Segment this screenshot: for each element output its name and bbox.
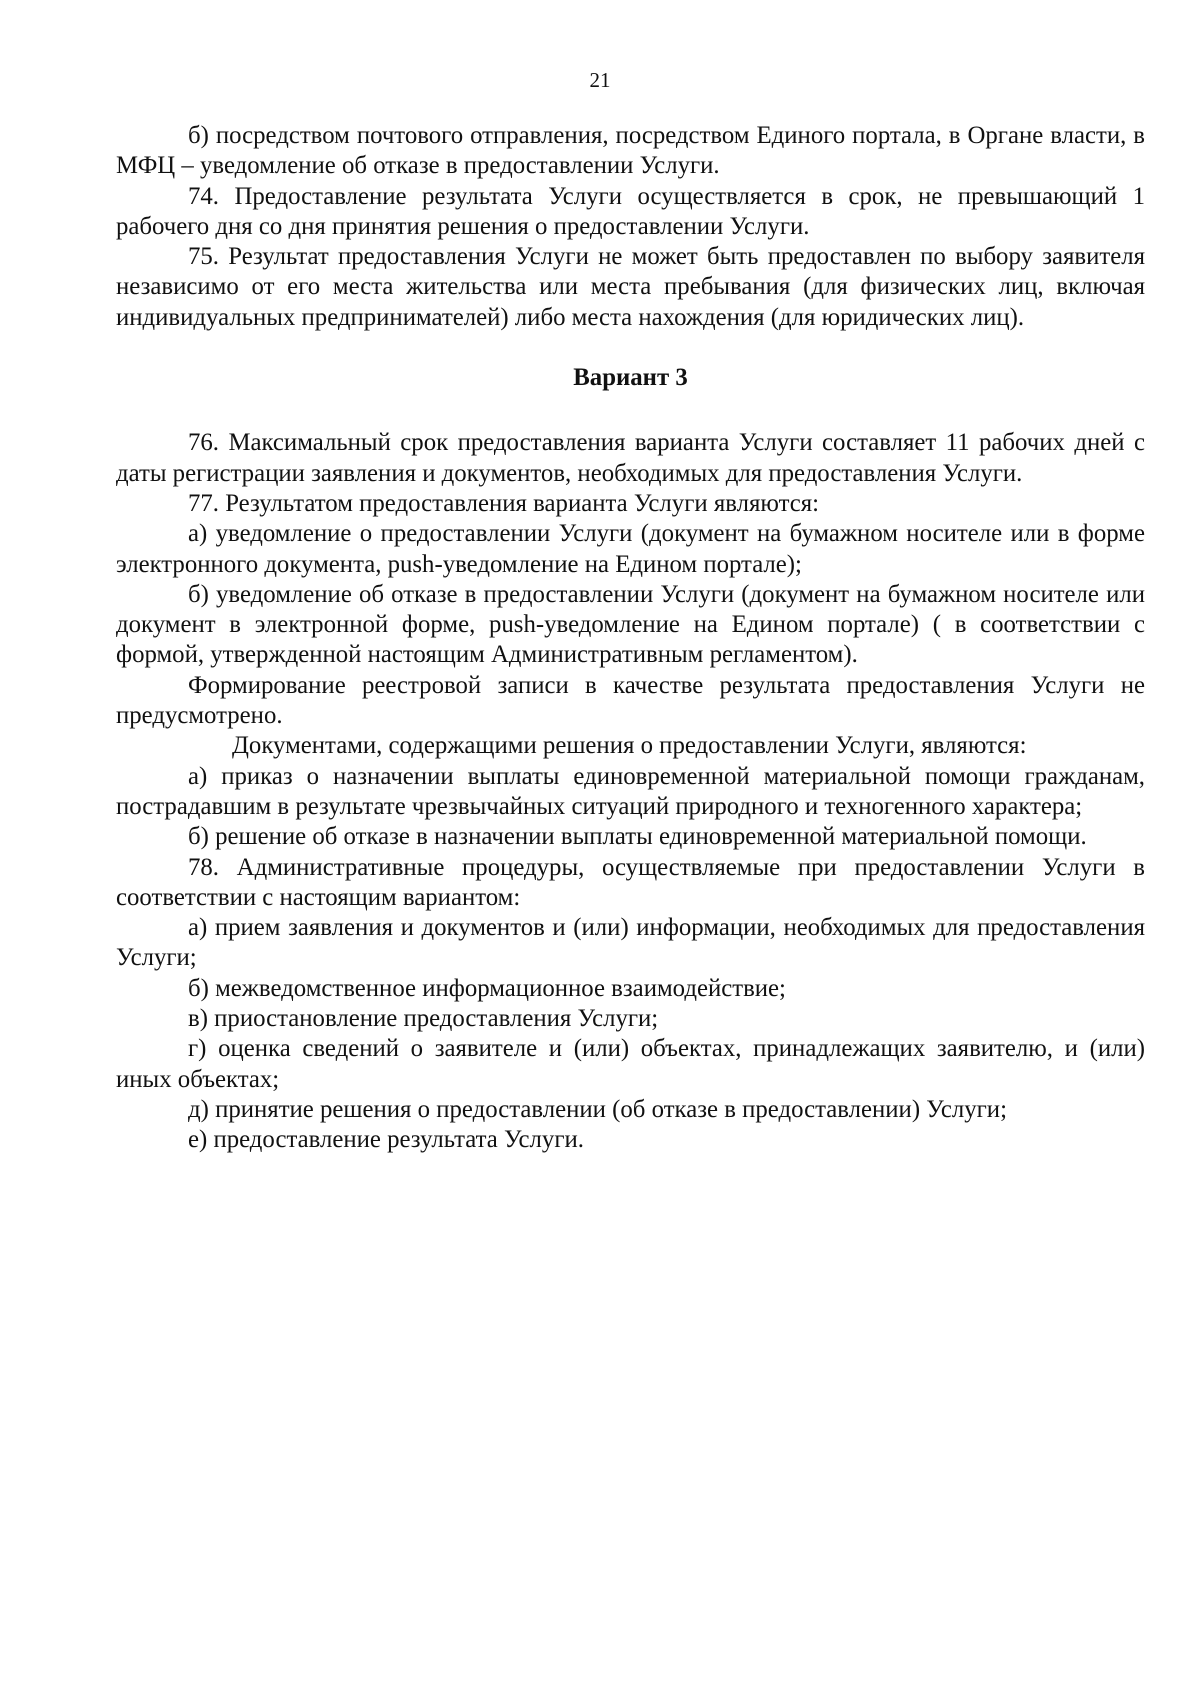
list-item: б) решение об отказе в назначении выплаты единовременной материальной помощи.	[188, 823, 1087, 851]
paragraph: 77. Результатом предоставления варианта Услуги являются:	[188, 489, 820, 517]
section-heading: Вариант 3	[573, 364, 688, 392]
paragraph: Документами, содержащими решения о предоставлении Услуги, являются:	[232, 732, 1027, 760]
list-item: а) приказ о назначении выплаты единовременной материальной помощи гражданам, пострадавшим в результате чрезвычайных ситуаций природного и техногенного характера;	[116, 762, 1145, 820]
list-item: б) межведомственное информационное взаимодействие;	[188, 974, 786, 1002]
paragraph: 76. Максимальный срок предоставления варианта Услуги составляет 11 рабочих дней с даты регистрации заявления и документов, необходимых для предоставления Услуги.	[116, 429, 1145, 487]
paragraph: б) посредством почтового отправления, посредством Единого портала, в Органе власти, в МФЦ – уведомление об отказе в предоставлении Услуги.	[116, 122, 1145, 180]
paragraph: Формирование реестровой записи в качестве результата предоставления Услуги не предусмотрено.	[116, 671, 1145, 730]
list-item: г) оценка сведений о заявителе и (или) объектах, принадлежащих заявителю, и (или) иных объектах;	[116, 1035, 1145, 1093]
list-item: б) уведомление об отказе в предоставлении Услуги (документ на бумажном носителе или документ в электронной форме, push-уведомление на Едином портале) ( в соответствии с формой, утвержденной настоящим Административным регламентом).	[116, 580, 1145, 669]
list-item: д) принятие решения о предоставлении (об отказе в предоставлении) Услуги;	[188, 1095, 1007, 1123]
paragraph: 78. Административные процедуры, осуществляемые при предоставлении Услуги в соответствии с настоящим вариантом:	[116, 853, 1145, 911]
page-number: 21	[589, 68, 611, 92]
list-item: в) приостановление предоставления Услуги;	[188, 1005, 659, 1033]
document-body	[116, 121, 1145, 1156]
paragraph: 75. Результат предоставления Услуги не может быть предоставлен по выбору заявителя независимо от его места жительства или места пребывания (для физических лиц, включая индивидуальных предпринимателей) либо места нахождения (для юридических лиц).	[116, 243, 1145, 331]
paragraph: 74. Предоставление результата Услуги осуществляется в срок, не превышающий 1 рабочего дня со дня принятия решения о предоставлении Услуги.	[116, 182, 1145, 240]
list-item: е) предоставление результата Услуги.	[188, 1126, 584, 1154]
list-item: а) прием заявления и документов и (или) информации, необходимых для предоставления Услуги;	[116, 914, 1145, 972]
list-item: а) уведомление о предоставлении Услуги (документ на бумажном носителе или в форме электронного документа, push-уведомление на Едином портале);	[116, 520, 1145, 578]
